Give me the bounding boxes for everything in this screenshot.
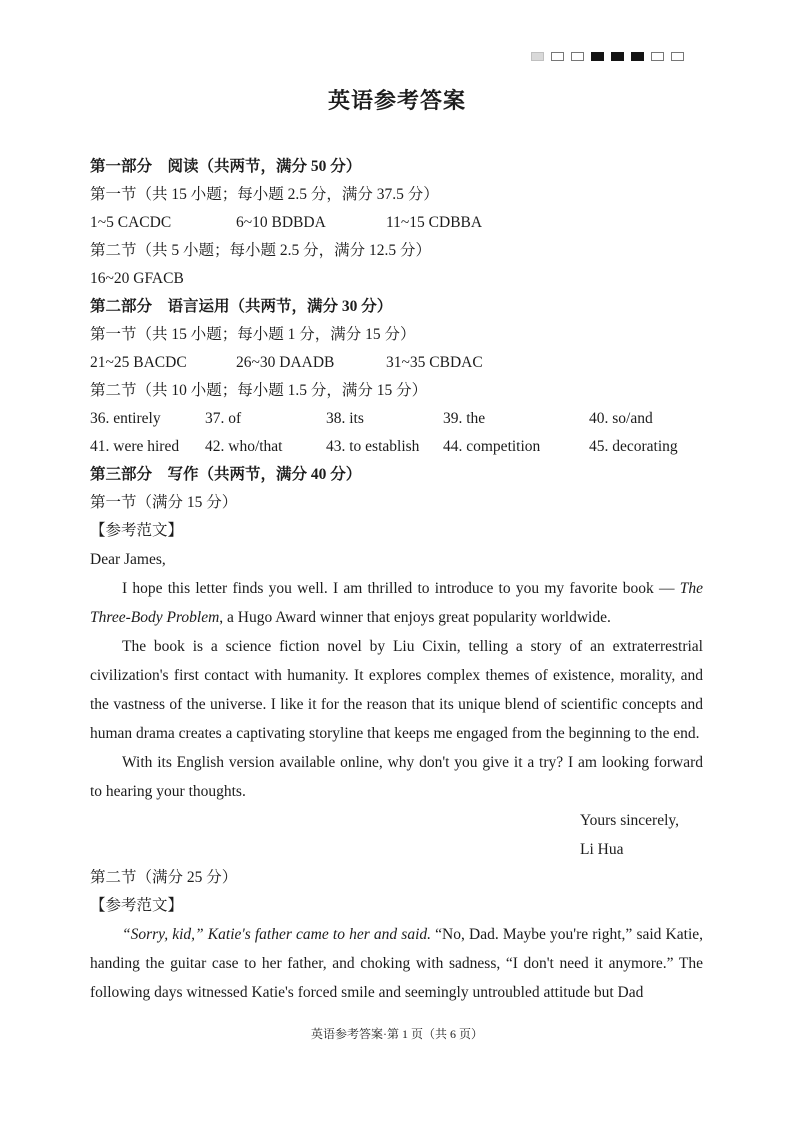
page-footer: 英语参考答案·第 1 页（共 6 页） [311, 1027, 483, 1041]
registration-mark [591, 52, 604, 61]
part3-section2-line: 第二节（满分 25 分） [90, 869, 238, 886]
sample-essay-label-2: 【参考范文】 [90, 897, 184, 914]
story-paragraph-1-rest: “No, Dad. Maybe you're right,” said Katie, handing the guitar case to her father, and choking with sadness, “I don't need it anymore.” The following days witnessed Katie's forced smile and seemingly untroubled attitude but Dad [90, 926, 704, 1001]
registration-mark [631, 52, 644, 61]
answer-cell: 26~30 DAADB [236, 354, 335, 371]
story-paragraph-1 [90, 920, 703, 1007]
answer-cell: 31~35 CBDAC [386, 354, 483, 371]
answer-row-fill-1 [90, 405, 703, 433]
answer-cell: 21~25 BACDC [90, 354, 187, 371]
answer-cell: 44. competition [443, 438, 541, 455]
registration-mark [651, 52, 664, 61]
answer-row-cloze [90, 349, 703, 377]
letter-salutation: Dear James, [90, 551, 166, 568]
part1-section1-line: 第一节（共 15 小题；每小题 2.5 分，满分 37.5 分） [90, 186, 439, 203]
answer-cell: 39. the [443, 410, 486, 427]
answer-cell: 36. entirely [90, 410, 161, 427]
part1-heading: 第一部分 阅读（共两节，满分 50 分） [90, 158, 362, 175]
letter-signature: Li Hua [580, 841, 624, 858]
book-title: The Three-Body Problem [90, 580, 703, 626]
registration-mark [531, 52, 544, 61]
registration-mark [671, 52, 684, 61]
sample-essay-label-1: 【参考范文】 [90, 522, 184, 539]
answer-cell: 1~5 CACDC [90, 214, 172, 231]
page-title: 英语参考答案 [327, 88, 466, 113]
part2-section1-line: 第一节（共 15 小题；每小题 1 分，满分 15 分） [90, 326, 416, 343]
sample-story [90, 920, 703, 1007]
answer-cell: 38. its [326, 410, 364, 427]
part3-heading: 第三部分 写作（共两节，满分 40 分） [90, 466, 362, 483]
letter-paragraph-3: With its English version available online, why don't you give it a try? I am looking forward to hearing your thoughts. [90, 754, 703, 800]
registration-mark [611, 52, 624, 61]
letter-paragraph-1 [90, 574, 703, 632]
answer-cell: 42. who/that [205, 438, 283, 455]
letter-closing-block [580, 806, 703, 864]
story-lead-italic: “Sorry, kid,” Katie's father came to her and said. [122, 926, 432, 943]
answer-row-reading1 [90, 209, 703, 237]
answer-row-reading2: 16~20 GFACB [90, 270, 184, 287]
answer-cell: 43. to establish [326, 438, 420, 455]
answer-cell: 6~10 BDBDA [236, 214, 326, 231]
part2-heading: 第二部分 语言运用（共两节，满分 30 分） [90, 298, 393, 315]
letter-closing: Yours sincerely, [580, 812, 680, 829]
sample-letter [90, 545, 703, 864]
letter-paragraph-2: The book is a science fiction novel by Liu Cixin, telling a story of an extraterrestrial civilization's first contact with humanity. It explores complex themes of existence, morality, and the vastness of the universe. I like it for the reason that its unique blend of scientific concepts and human drama creates a captivating storyline that keeps me engaged from the beginning to the end. [90, 638, 703, 742]
registration-mark [551, 52, 564, 61]
answer-cell: 41. were hired [90, 438, 180, 455]
letter-paragraph-1-text: I hope this letter finds you well. I am thrilled to introduce to you my favorite book — [122, 580, 680, 597]
answer-cell: 45. decorating [589, 438, 678, 455]
answer-cell: 11~15 CDBBA [386, 214, 483, 231]
registration-mark [571, 52, 584, 61]
answer-cell: 40. so/and [589, 410, 653, 427]
answer-row-fill-2 [90, 433, 703, 461]
letter-paragraph-1-tail: , a Hugo Award winner that enjoys great popularity worldwide. [219, 609, 611, 626]
answer-key-content [0, 115, 794, 1007]
part1-section2-line: 第二节（共 5 小题；每小题 2.5 分，满分 12.5 分） [90, 242, 432, 259]
part2-section2-line: 第二节（共 10 小题；每小题 1.5 分，满分 15 分） [90, 382, 428, 399]
registration-marks [524, 52, 684, 61]
answer-cell: 37. of [205, 410, 242, 427]
part3-section1-line: 第一节（满分 15 分） [90, 494, 238, 511]
